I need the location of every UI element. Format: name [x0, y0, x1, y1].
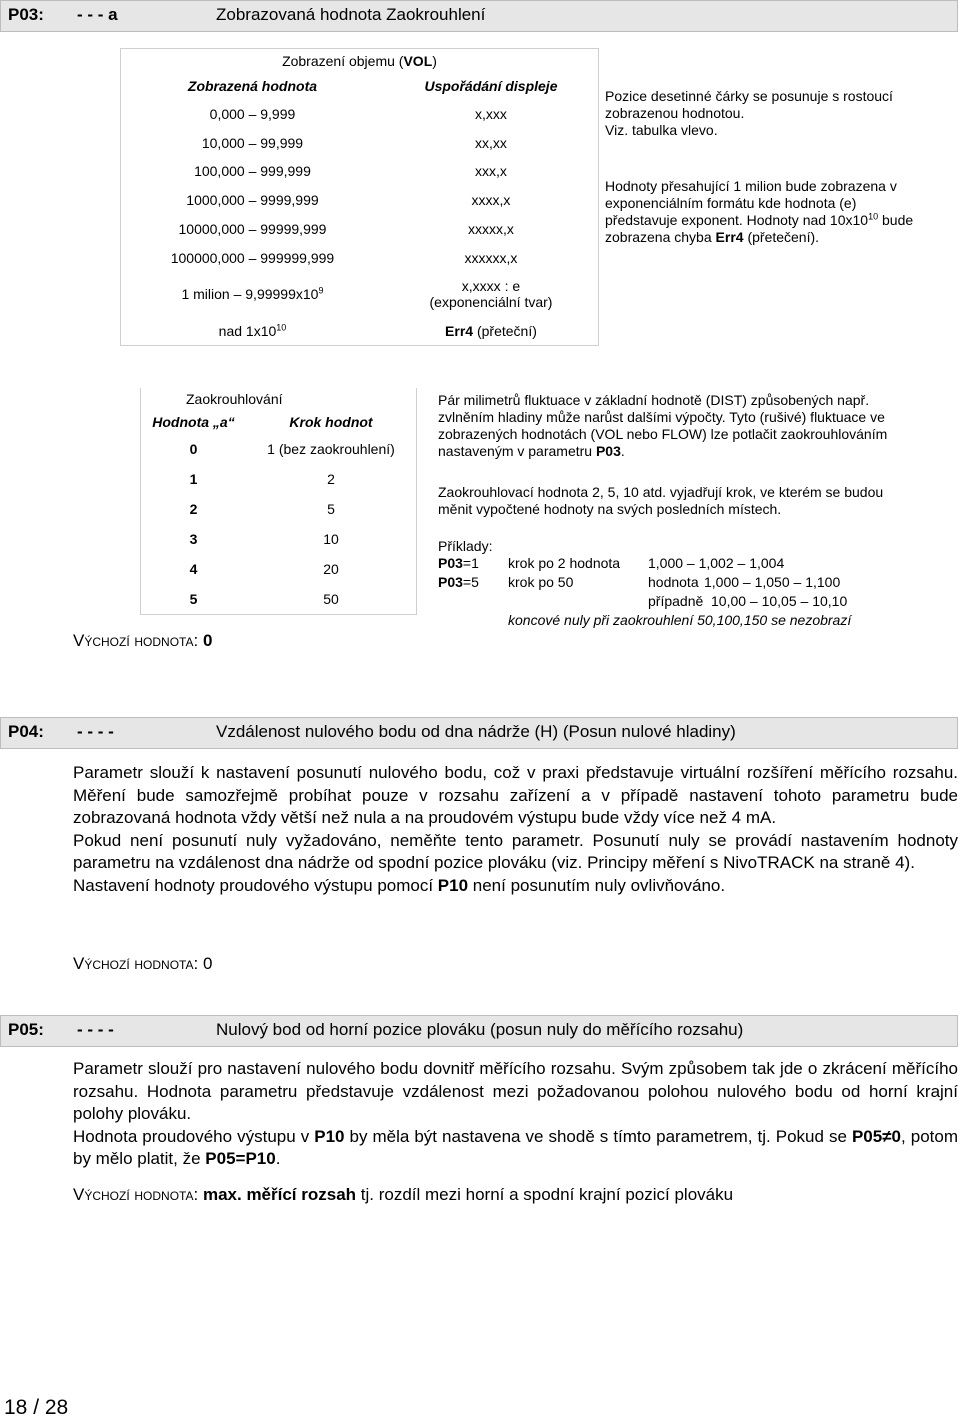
p04-title: Vzdálenost nulového bodu od dna nádrže (H) (Posun nulové hladiny) [216, 722, 736, 741]
table2-caption: Zaokrouhlování [186, 391, 283, 407]
table1-head-col1: Zobrazená hodnota [187, 78, 318, 94]
table-row: 10,000 – 99,999 xx,xx [201, 134, 507, 151]
p03-code: P03: [8, 5, 44, 24]
table-row: nad $1x10^{10}$ Err4 (přeteční) [218, 321, 537, 339]
p05-title: Nulový bod od horní pozice plováku (posun nuly do měřícího rozsahu) [216, 1020, 744, 1039]
exponent-note: Hodnoty přesahující 1 milion bude zobrazena v exponenciálním formátu kde hodnota (e) představuje exponent. Hodnoty nad $10x10^{10}$ bude zobrazena chyba Err4 (přetečení). [605, 178, 914, 245]
p04-header-bar [0, 717, 958, 749]
rounding-table [140, 388, 417, 615]
table-row: 1000,000 – 9999,999 xxxx,x [186, 191, 511, 208]
table-row: 10000,000 – 99999,999 xxxxx,x [178, 220, 514, 237]
table-row: 4 20 [189, 561, 339, 577]
table-row: 3 10 [189, 531, 339, 547]
p04-code: P04: [8, 722, 44, 741]
table-row: 100000,000 – 999999,999 xxxxxx,x [170, 249, 518, 266]
p04-description: Parametr slouží k nastavení posunutí nulového bodu, což v praxi představuje virtuální rozšíření měřícího rozsahu. Měření bude samozřejmě probíhat pouze v rozsahu zařízení a v případě nastavení tohoto parametru bude zobrazovaná hodnota vždy větší než nula a na proudovém výstupu bude vždy více než 4 mA. Pokud není posunutí nuly vyžadováno, neměňte tento parametr. Posunutí nuly se provádí nastavením hodnoty parametru na vzdálenost dna nádrže od spodní pozice plováku (viz. Principy měření s NivoTRACK na straně 4). Nastavení hodnoty proudového výstupu pomocí P10 není posunutím nuly ovlivňováno. [73, 763, 958, 895]
decimal-note: Pozice desetinné čárky se posunuje s rostoucí zobrazenou hodnotou. Viz. tabulka vlevo. [605, 88, 893, 138]
p05-default: Výchozí hodnota: max. měřící rozsah tj. rozdíl mezi horní a spodní krajní pozicí plováku [73, 1185, 734, 1204]
examples-block: Příklady: P03=1 krok po 2 hodnota 1,000 – 1,002 – 1,004 P03=5 krok po 50 hodnota 1,000 – 1,050 – 1,100 případně 10,00 – 10,05 – 10,10 koncové nuly při zaokrouhlení 50,100,150 se nezobrazí [438, 538, 852, 628]
p03-dash: - - - a [77, 5, 118, 24]
table2-head-col1: Hodnota „a“ [152, 414, 235, 430]
p03-title: Zobrazovaná hodnota Zaokrouhlení [216, 5, 486, 24]
p05-code: P05: [8, 1020, 44, 1039]
p03-header-bar [0, 0, 958, 32]
table-row: 1 2 [189, 471, 335, 487]
p03-default: Výchozí hodnota: 0 [73, 631, 213, 650]
table1-head-col2: Uspořádání displeje [424, 78, 558, 94]
table-row: 1 milion – $9,99999x10^9$ x,xxxx : e (exponenciální tvar) [181, 278, 553, 310]
p04-dash: - - - - [77, 722, 114, 741]
rounding-step-note: Zaokrouhlovací hodnota 2, 5, 10 atd. vyjadřují krok, ve kterém se budou měnit vypočtené hodnoty na svých posledních místech. [438, 484, 884, 517]
rounding-explanation: Pár milimetrů fluktuace v základní hodnotě (DIST) způsobených např. zvlněním hladiny může narůst dalšími výpočty. Tyto (rušivé) fluktuace ve zobrazených hodnotách (VOL nebo FLOW) lze potlačit zaokrouhlováním nastaveným v parametru P03. [438, 392, 888, 459]
table-row: 2 5 [189, 501, 335, 517]
p05-dash: - - - - [77, 1020, 114, 1039]
page-number: 18 / 28 [4, 1396, 69, 1419]
table2-head-col2: Krok hodnot [289, 414, 373, 430]
p05-header-bar [0, 1015, 958, 1047]
table-row: 5 50 [141, 584, 417, 615]
table1-caption: Zobrazení objemu (VOL) [282, 53, 437, 69]
p05-description: Parametr slouží pro nastavení nulového bodu dovnitř měřícího rozsahu. Svým způsobem tak jde o zkrácení měřícího rozsahu. Hodnota parametru představuje vzdálenost mezi požadovanou polohou nulového bodu od horní krajní polohy plováku. Hodnota proudového výstupu v P10 by měla být nastavena ve shodě s tímto parametrem, tj. Pokud se P05≠0, potom by mělo platit, že P05=P10. [73, 1059, 958, 1168]
volume-display-table [120, 48, 599, 346]
table-row: 0,000 – 9,999 x,xxx [209, 105, 507, 122]
p04-default: Výchozí hodnota: 0 [73, 954, 213, 973]
table-row: 100,000 – 999,999 xxx,x [194, 163, 507, 179]
table-row: 0 1 (bez zaokrouhlení) [189, 441, 395, 457]
